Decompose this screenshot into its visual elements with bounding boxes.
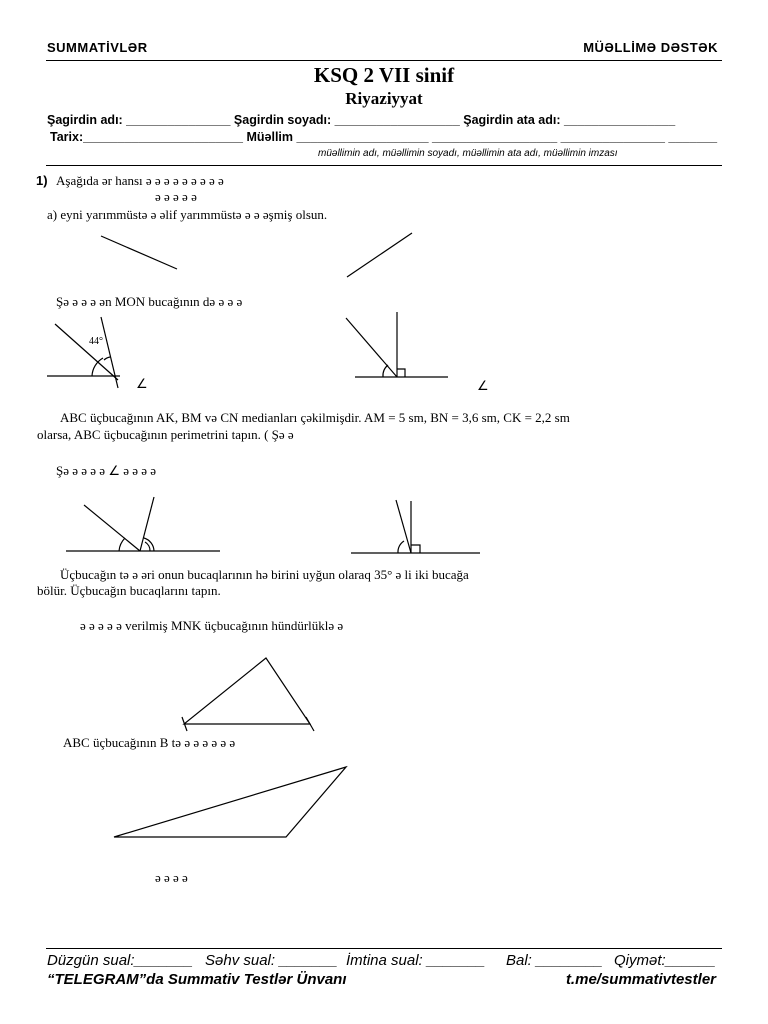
q1-line2: ə ə ə ə ə [155, 189, 197, 204]
footer-rule [46, 948, 722, 949]
header-rule [46, 60, 722, 61]
footer-telegram-label: “TELEGRAM”da Summativ Testlər Ünvanı [47, 971, 347, 988]
footer-score: Bal: ________ [506, 952, 603, 969]
footer-skipped-count: İmtina sual: _______ [346, 952, 486, 969]
angle-symbol-2: ∠ [477, 378, 489, 393]
q7-text: ABC üçbucağının B tə ə ə ə ə ə ə [63, 735, 236, 750]
info-rule [46, 165, 722, 166]
q6-text: ə ə ə ə ə verilmiş MNK üçbucağının hündürlüklə ə [80, 618, 344, 633]
header-left: SUMMATİVLƏR [47, 40, 148, 55]
q3-line2: olarsa, ABC üçbucağının perimetrini tapın. ( Şə ə [37, 427, 294, 442]
q4-text: Şə ə ə ə ə ∠ ə ə ə ə [56, 463, 157, 478]
footer-telegram-link[interactable]: t.me/summativtestler [565, 971, 716, 988]
q1-option-a: a) eyni yarımmüstə ə əlif yarımmüstə ə ə əşmiş olsun. [47, 207, 328, 222]
header-right: MÜƏLLİMƏ DƏSTƏK [583, 40, 718, 55]
student-info-line2: Tarix:_______________________ Müəllim ___________________ __________________ _______________ _______ [50, 130, 718, 144]
footer-grade: Qiymət:______ [614, 952, 716, 969]
q5-line2: bölür. Üçbucağın bucaqlarını tapın. [37, 583, 221, 598]
q7-triangle-abc [0, 0, 768, 1]
q3-line1: ABC üçbucağının AK, BM və CN medianları çəkilmişdir. AM = 5 sm, BN = 3,6 sm, CK = 2,2 sm [60, 410, 570, 425]
teacher-caption: müəllimin adı, müəllimin soyadı, müəllimin ata adı, müəllimin imzası [318, 148, 618, 159]
q1-number: 1) [36, 173, 48, 188]
page-title: KSQ 2 VII sinif [313, 63, 455, 87]
student-info-line1: Şagirdin adı: _______________ Şagirdin soyadı: __________________ Şagirdin ata adı: ________________ [47, 113, 676, 127]
q1-line1: Aşağıda ər hansı ə ə ə ə ə ə ə ə ə [56, 173, 224, 188]
q2-text: Şə ə ə ə ən MON bucağının də ə ə ə [56, 294, 243, 309]
angle-symbol-1: ∠ [136, 376, 148, 391]
angle-label-44: 44° [89, 336, 103, 347]
q5-line1: Üçbucağın tə ə əri onun bucaqlarının hə birini uyğun olaraq 35° ə li iki bucağa [60, 567, 469, 582]
subject-title: Riyaziyyat [345, 89, 423, 108]
footer-wrong-count: Səhv sual: _______ [205, 952, 338, 969]
q8-text: ə ə ə ə [155, 870, 188, 885]
footer-correct-count: Düzgün sual:_______ [47, 952, 193, 969]
